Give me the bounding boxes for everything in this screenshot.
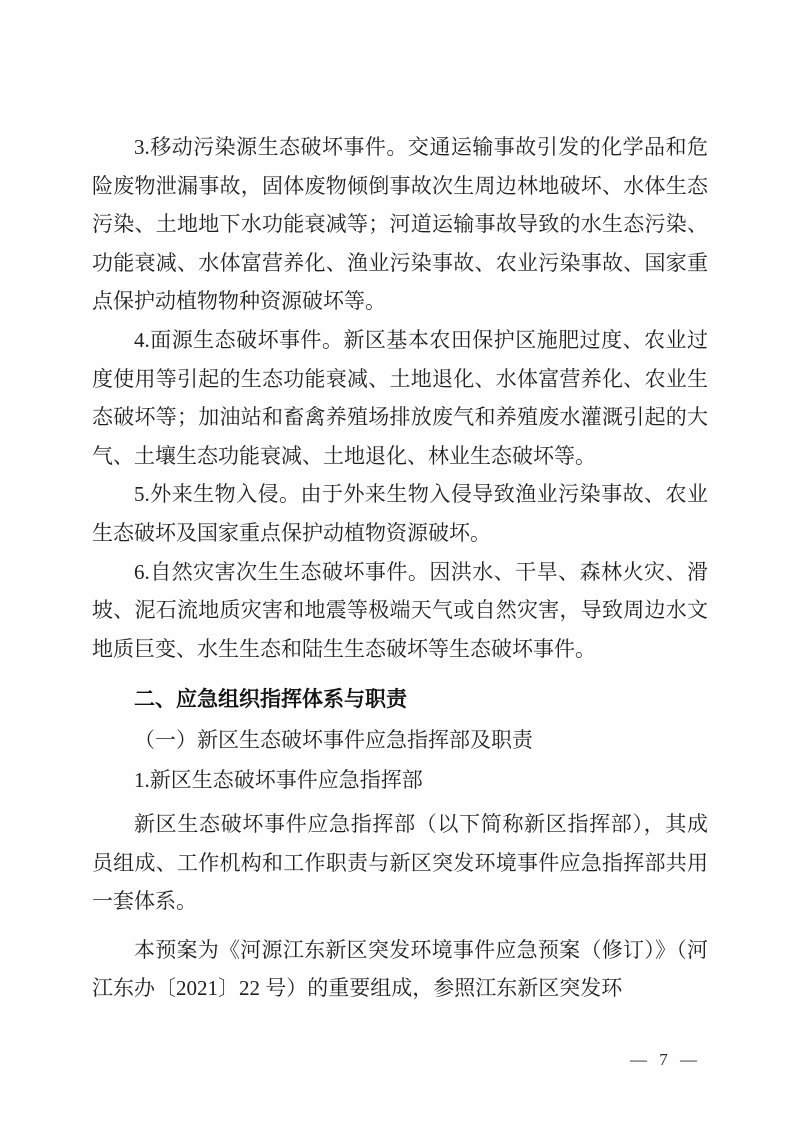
paragraph: 3.移动污染源生态破坏事件。交通运输事故引发的化学品和危险废物泄漏事故，固体废物倾倒事故次生周边林地破坏、水体生态污染、土地地下水功能衰减等；河道运输事故导致的水生态污染、功能衰减、水体富营养化、渔业污染事故、农业污染事故、国家重点保护动植物物种资源破坏等。: [92, 135, 708, 314]
numbered-heading: 1.新区生态破坏事件应急指挥部: [134, 767, 423, 792]
paragraph: 本预案为《河源江东新区突发环境事件应急预案（修订）》（河江东办〔2021〕22 号）的重要组成，参照江东新区突发环: [92, 937, 708, 1001]
paragraph: 4.面源生态破坏事件。新区基本农田保护区施肥过度、农业过度使用等引起的生态功能衰减、土地退化、水体富营养化、农业生态破坏等；加油站和畜禽养殖场排放废气和养殖废水灌溉引起的大气、土壤生态功能衰减、土地退化、林业生态破坏等。: [92, 327, 708, 468]
page-number: — 7 —: [630, 1050, 701, 1069]
subsection-heading: （一）新区生态破坏事件应急指挥部及职责: [134, 727, 533, 752]
document-body: [92, 128, 708, 1008]
paragraph: 6.自然灾害次生生态破坏事件。因洪水、干旱、森林火灾、滑坡、泥石流地质灾害和地震等极端天气或自然灾害，导致周边水文地质巨变、水生生态和陆生生态破坏等生态破坏事件。: [92, 559, 708, 661]
section-heading: 二、应急组织指挥体系与职责: [134, 688, 407, 712]
paragraph: 新区生态破坏事件应急指挥部（以下简称新区指挥部），其成员组成、工作机构和工作职责与新区突发环境事件应急指挥部共用一套体系。: [92, 812, 708, 914]
paragraph: 5.外来生物入侵。由于外来生物入侵导致渔业污染事故、农业生态破坏及国家重点保护动植物资源破坏。: [92, 482, 708, 545]
